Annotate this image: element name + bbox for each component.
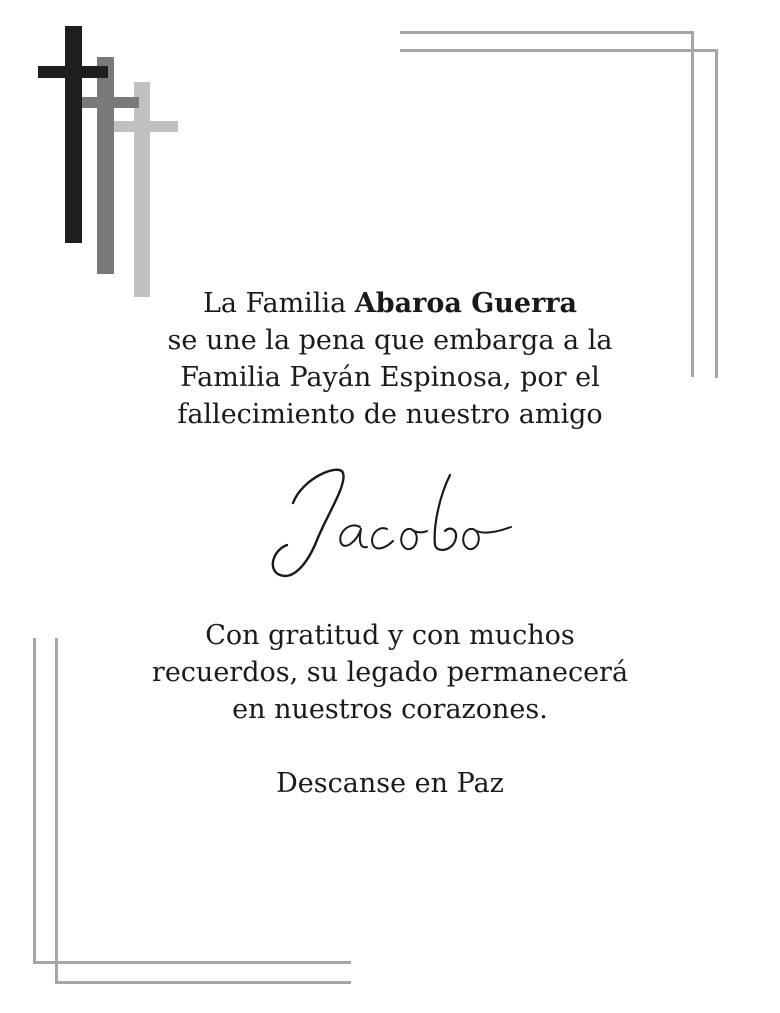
intro-line-1 [0, 285, 780, 322]
closing-line-2: recuerdos, su legado permanecerá [151, 657, 629, 688]
family-name: Abaroa Guerra [354, 288, 578, 319]
intro-prefix: La Familia [202, 288, 355, 319]
mid-cross-icon [97, 57, 114, 274]
frame-top-outer [400, 31, 694, 34]
intro-line-4: fallecimiento de nuestro amigo [177, 399, 603, 430]
light-cross-icon [134, 82, 150, 297]
closing-line-1: Con gratitud y con muchos [205, 620, 575, 651]
intro-message [0, 285, 780, 433]
frame-bottom-outer [33, 961, 351, 964]
farewell-message: Descanse en Paz [276, 768, 504, 799]
closing-message [0, 617, 780, 728]
intro-line-2: se une la pena que embarga a la [167, 325, 613, 356]
dark-cross-icon [65, 26, 82, 243]
mid-cross-arm [77, 97, 139, 108]
frame-bottom-inner [55, 981, 351, 984]
light-cross-arm [112, 121, 178, 132]
closing-line-3: en nuestros corazones. [232, 694, 548, 725]
dark-cross-arm [38, 66, 108, 78]
three-crosses-icon [0, 0, 200, 320]
frame-top-inner [400, 49, 718, 52]
intro-line-3: Familia Payán Espinosa, por el [180, 362, 600, 393]
deceased-name-script [255, 455, 575, 590]
